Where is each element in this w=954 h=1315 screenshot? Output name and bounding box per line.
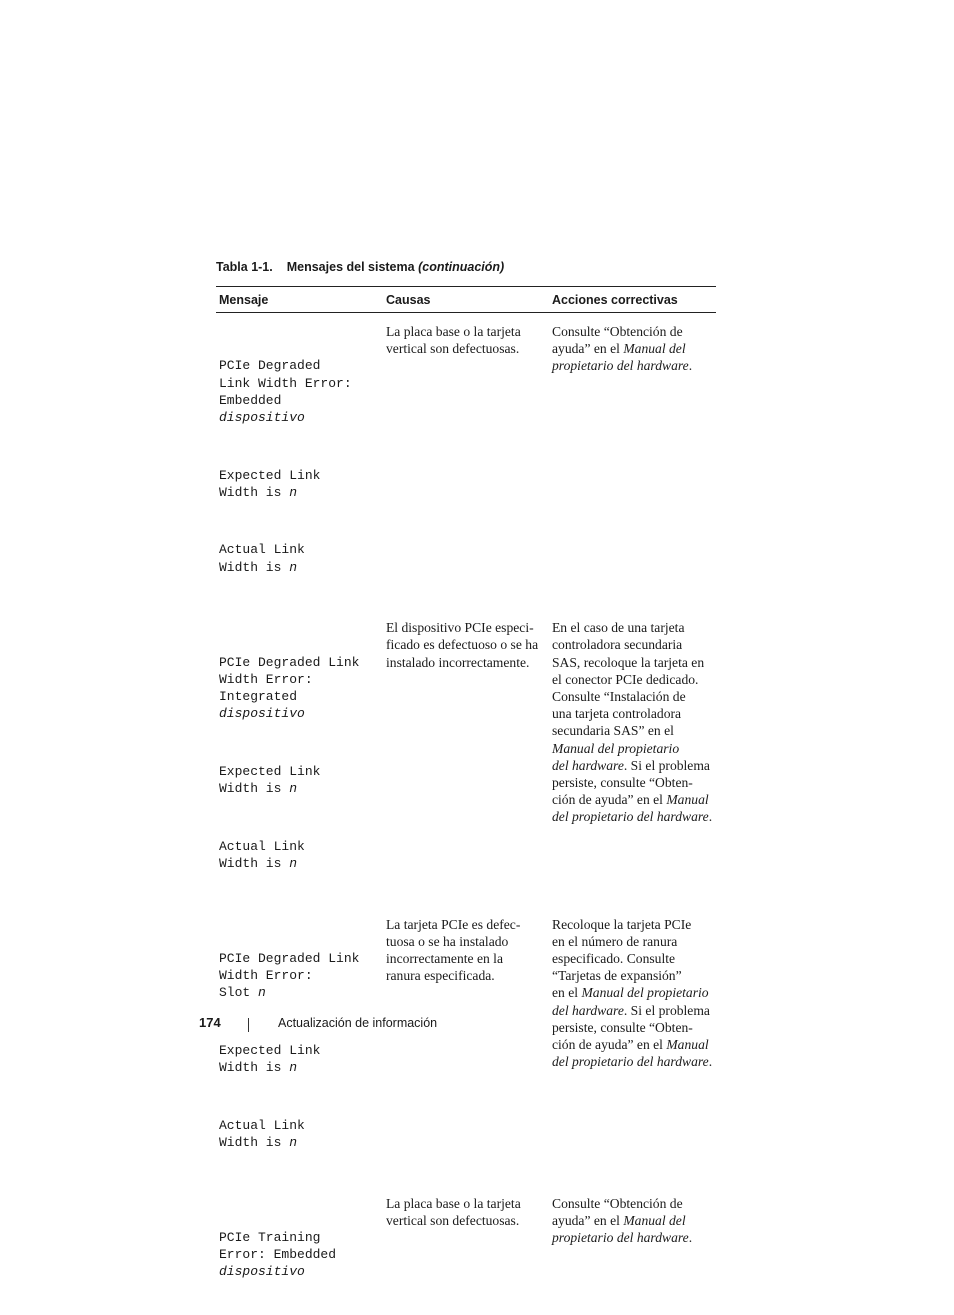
table-caption xyxy=(216,260,504,274)
cause-cell: La placa base o la tarjeta vertical son defectuosas. xyxy=(386,1195,521,1228)
page-number: 174 xyxy=(199,1015,221,1030)
footer-divider xyxy=(248,1018,249,1032)
cause-cell: El dispositivo PCIe especi- ficado es defectuoso o se ha instalado incorrectamente. xyxy=(386,620,539,670)
action-cell: Recoloque la tarjeta PCIe en el número de ranura especificado. Consulte “Tarjetas de expansión” en el Manual del propietario del hardware. Si el problema persiste, consulte “Obten- ción de ayuda” en el Manual del propietario del hardware. xyxy=(552,916,713,1070)
header-causes: Causas xyxy=(386,292,431,307)
action-cell: Consulte “Obtención de ayuda” en el Manual del propietario del hardware. xyxy=(552,1195,693,1245)
message-cell: PCIe Degraded Link Width Error: Integrated dispositivo Expected Link Width is n Actual Link Width is n xyxy=(219,654,360,871)
message-cell: PCIe Degraded Link Width Error: Embedded dispositivo Expected Link Width is n Actual Link Width is n xyxy=(219,358,352,575)
footer-section-title: Actualización de información xyxy=(278,1016,438,1030)
table-row xyxy=(216,619,716,906)
action-cell: Consulte “Obtención de ayuda” en el Manual del propietario del hardware. xyxy=(552,324,693,374)
system-messages-table xyxy=(216,286,716,1315)
table-header-row xyxy=(216,287,716,312)
header-actions: Acciones correctivas xyxy=(552,292,678,307)
table-row xyxy=(216,1195,716,1315)
table-caption-label: Tabla 1-1. xyxy=(216,260,273,274)
table-row xyxy=(216,916,716,1186)
action-cell: En el caso de una tarjeta controladora secundaria SAS, recoloque la tarjeta en el conector PCIe dedicado. Consulte “Instalación de una tarjeta controladora secundaria SAS” en el Manual del propietario del hardware. Si el problema persiste, consulte “Obten- ción de ayuda” en el Manual del propietario del hardware. xyxy=(552,620,713,825)
table-header-rule xyxy=(216,312,716,313)
message-cell: PCIe Degraded Link Width Error: Slot n Expected Link Width is n Actual Link Width is n xyxy=(219,950,360,1150)
cause-cell: La placa base o la tarjeta vertical son defectuosas. xyxy=(386,324,521,357)
cause-cell: La tarjeta PCIe es defec- tuosa o se ha instalado incorrectamente en la ranura especificada. xyxy=(386,916,521,984)
table-caption-continued: (continuación) xyxy=(418,260,505,274)
header-message: Mensaje xyxy=(219,292,269,307)
message-cell: PCIe Training Error: Embedded dispositivo xyxy=(219,1229,337,1280)
table-row xyxy=(216,323,716,610)
table-caption-title: Mensajes del sistema xyxy=(286,260,415,274)
